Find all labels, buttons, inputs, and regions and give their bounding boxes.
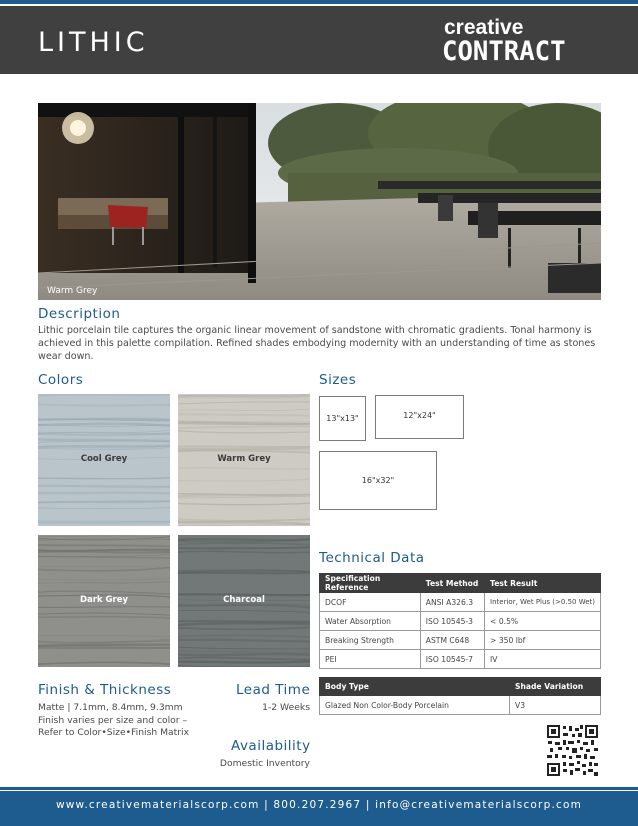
logo-bottom-text: CONTRACT <box>442 36 566 67</box>
availability-heading: Availability <box>231 738 311 754</box>
page-header <box>0 6 638 74</box>
swatch-label: Dark Grey <box>79 595 129 605</box>
table-cell: ISO 10545-7 <box>420 650 484 669</box>
size-box-16x32 <box>319 451 437 510</box>
footer-contact[interactable]: www.creativematerialscorp.com | 800.207.2967 | info@creativematerialscorp.com <box>55 799 583 811</box>
table-row <box>320 650 601 669</box>
table-header-row <box>320 574 601 593</box>
column-header: Specification Reference <box>320 574 421 593</box>
availability-value: Domestic Inventory <box>219 758 310 769</box>
table-cell: ISO 10545-3 <box>420 612 484 631</box>
swatch-charcoal <box>178 535 310 667</box>
table-cell: ANSI A326.3 <box>420 593 484 612</box>
footer-accent-line <box>0 787 638 790</box>
table-cell: V3 <box>510 696 601 715</box>
top-accent-line <box>0 0 638 4</box>
column-header: Test Method <box>420 574 484 593</box>
page-footer <box>0 791 638 826</box>
swatch-warm-grey <box>178 394 310 526</box>
table-row <box>320 612 601 631</box>
table-cell: DCOF <box>320 593 421 612</box>
table-cell: IV <box>485 650 601 669</box>
lead-time-value: 1-2 Weeks <box>262 702 310 713</box>
size-label: 12"x24" <box>403 411 436 420</box>
sizes-heading: Sizes <box>319 372 357 388</box>
column-header: Body Type <box>320 678 510 696</box>
swatch-label: Cool Grey <box>80 454 128 464</box>
size-box-12x24 <box>375 395 464 439</box>
hero-photo <box>38 103 601 300</box>
table-cell: Glazed Non Color-Body Porcelain <box>320 696 510 715</box>
size-label: 16"x32" <box>361 476 395 485</box>
hero-illustration <box>38 103 601 300</box>
finish-line: Refer to Color•Size•Finish Matrix <box>38 727 190 738</box>
table-cell: > 350 lbf <box>485 631 601 650</box>
swatch-cool-grey <box>38 394 170 526</box>
technical-data-table <box>319 573 601 669</box>
finish-details <box>38 702 189 740</box>
technical-data-heading: Technical Data <box>319 550 425 566</box>
table-cell: Breaking Strength <box>320 631 421 650</box>
column-header: Shade Variation <box>510 678 601 696</box>
hero-caption: Warm Grey <box>47 286 98 296</box>
column-header: Test Result <box>485 574 601 593</box>
table-row <box>320 631 601 650</box>
description-heading: Description <box>38 306 121 322</box>
table-cell: Interior, Wet Plus (>0.50 Wet) <box>485 593 601 612</box>
finish-line: Matte | 7.1mm, 8.4mm, 9.3mm <box>38 702 183 713</box>
brand-logo <box>438 16 598 70</box>
description-text: Lithic porcelain tile captures the organic linear movement of sandstone with chromatic gradients. Tonal harmony is achieved in this palette compilation. Refined shades embodying modernity with an understanding of time as stones wear down. <box>38 325 596 362</box>
table-cell: < 0.5% <box>485 612 601 631</box>
swatch-label: Warm Grey <box>217 454 271 464</box>
table-cell: ASTM C648 <box>420 631 484 650</box>
lead-time-heading: Lead Time <box>236 682 311 698</box>
logo-top-text: creative <box>444 16 524 39</box>
colors-heading: Colors <box>38 372 84 388</box>
size-box-13x13 <box>319 396 366 441</box>
table-cell: PEI <box>320 650 421 669</box>
table-row <box>320 696 601 715</box>
swatch-dark-grey <box>38 535 170 667</box>
qr-code-icon[interactable] <box>546 724 599 777</box>
finish-line: Finish varies per size and color – <box>38 714 188 726</box>
body-type-table <box>319 677 601 715</box>
table-header-row <box>320 678 601 696</box>
size-label: 13"x13" <box>326 414 359 423</box>
finish-heading: Finish & Thickness <box>38 682 172 698</box>
product-title: LITHIC <box>38 27 149 58</box>
table-row <box>320 593 601 612</box>
table-cell: Water Absorption <box>320 612 421 631</box>
swatch-label: Charcoal <box>223 595 265 605</box>
